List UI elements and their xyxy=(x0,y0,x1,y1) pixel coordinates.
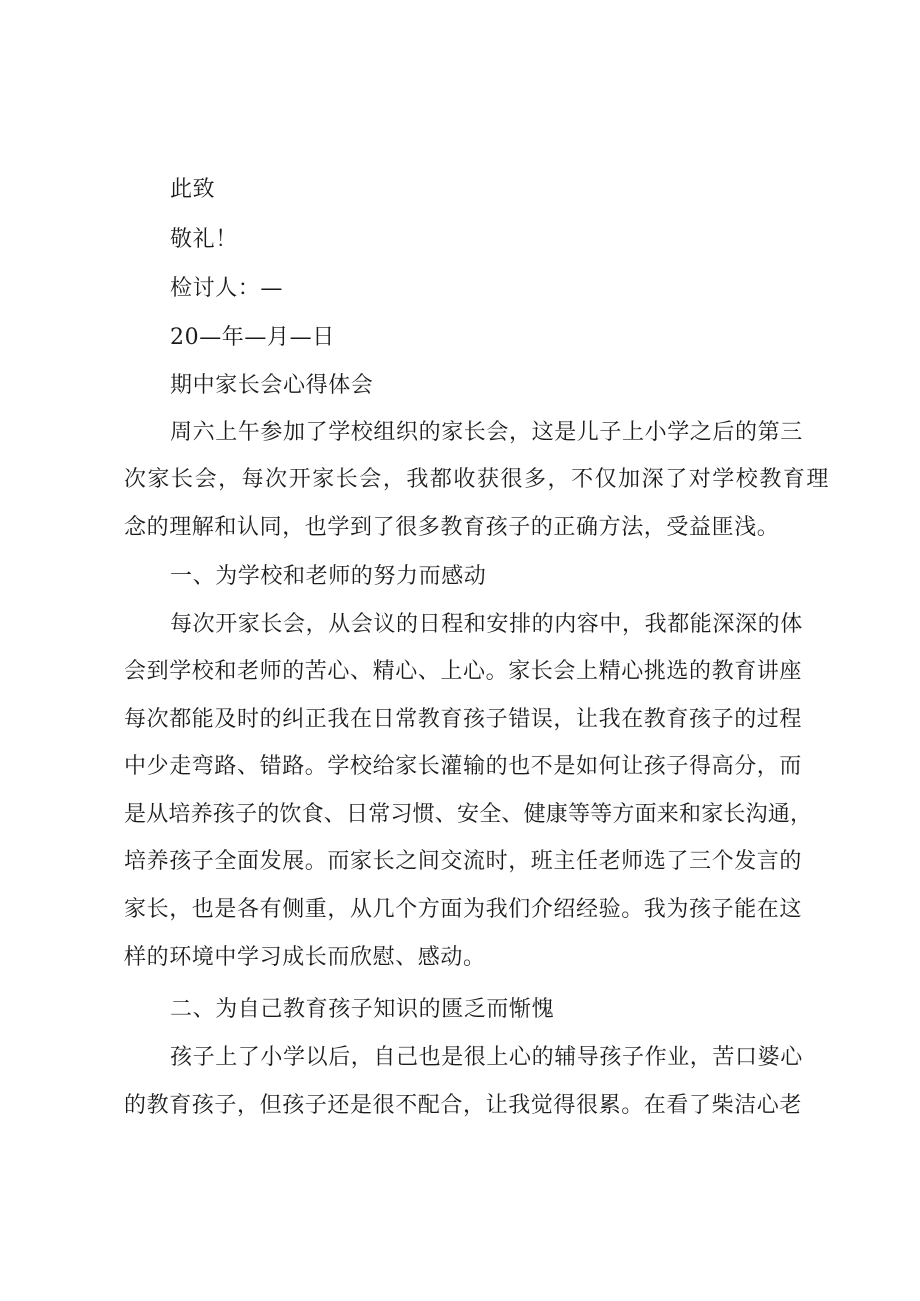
paragraph-line: 中少走弯路、错路。学校给家长灌输的也不是如何让孩子得高分，而 xyxy=(124,754,803,779)
paragraph-line: 样的环境中学习成长而欣慰、感动。 xyxy=(124,945,486,970)
paragraph-line: 培养孩子全面发展。而家长之间交流时，班主任老师选了三个发言的 xyxy=(124,849,803,874)
paragraph-line: 孩子上了小学以后，自己也是很上心的辅导孩子作业，苦口婆心 xyxy=(170,1045,803,1070)
closing-salutation: 此致 xyxy=(170,177,216,202)
article-title: 期中家长会心得体会 xyxy=(170,373,374,398)
paragraph-line: 周六上午参加了学校组织的家长会，这是儿子上小学之后的第三 xyxy=(170,420,803,445)
reviewer-signature: 检讨人：— xyxy=(170,276,284,301)
section-heading: 二、为自己教育孩子知识的匮乏而惭愧 xyxy=(170,997,555,1022)
paragraph-line: 每次开家长会，从会议的日程和安排的内容中，我都能深深的体 xyxy=(170,612,803,637)
paragraph-line: 会到学校和老师的苦心、精心、上心。家长会上精心挑选的教育讲座 xyxy=(124,659,803,684)
section-heading: 一、为学校和老师的努力而感动 xyxy=(170,564,487,589)
paragraph-line: 是从培养孩子的饮食、日常习惯、安全、健康等等方面来和家长沟通， xyxy=(124,802,813,827)
paragraph-line: 念的理解和认同，也学到了很多教育孩子的正确方法，受益匪浅。 xyxy=(124,515,780,540)
signature-date: 20—年—月—日 xyxy=(170,325,335,350)
paragraph-line: 次家长会，每次开家长会，我都收获很多，不仅加深了对学校教育理 xyxy=(124,467,829,492)
paragraph-line: 每次都能及时的纠正我在日常教育孩子错误，让我在教育孩子的过程 xyxy=(124,707,803,732)
closing-respect: 敬礼！ xyxy=(170,227,238,252)
paragraph-line: 家长，也是各有侧重，从几个方面为我们介绍经验。我为孩子能在这 xyxy=(124,897,803,922)
paragraph-line: 的教育孩子，但孩子还是很不配合，让我觉得很累。在看了柴洁心老 xyxy=(124,1093,803,1118)
